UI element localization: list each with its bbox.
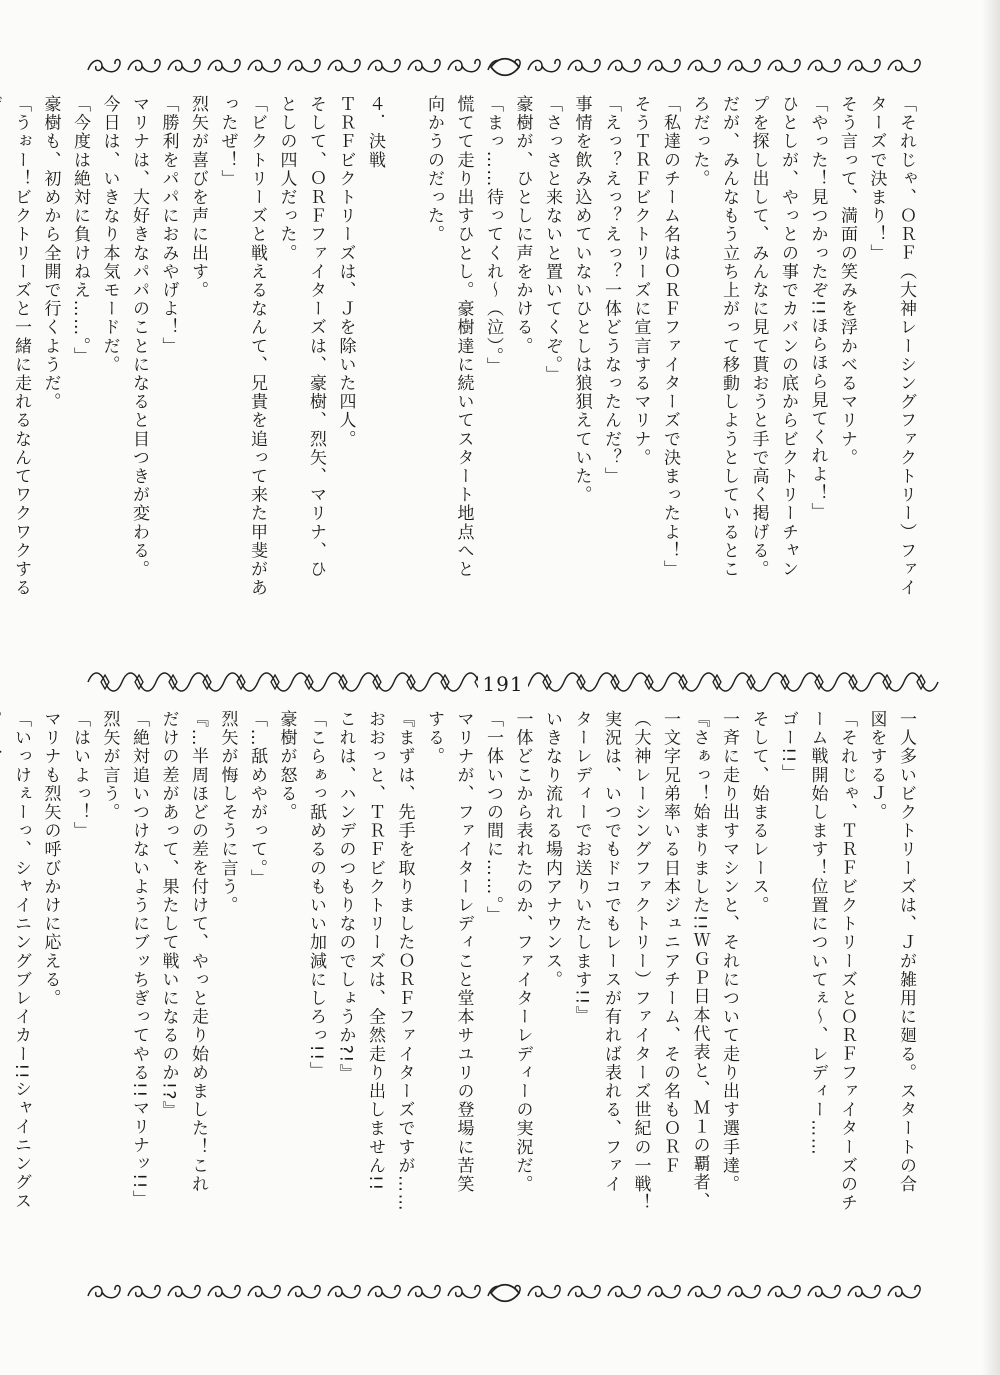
page-number: 191: [478, 671, 528, 697]
ornament-curl: [328, 60, 360, 72]
text-line: プを探し出して、みんなに見て貰おうと手で高く掲げる。: [748, 95, 769, 579]
ornament-svg: [80, 1278, 930, 1308]
text-line: マリナが、ファイターレディこと堂本サユリの登場に苦笑: [453, 710, 474, 1194]
text-line: そう言って、満面の笑みを浮かべるマリナ。: [837, 95, 857, 467]
ornament-curl: [288, 60, 320, 72]
ornament-curl: [288, 1286, 320, 1298]
ornament-curl: [728, 60, 760, 72]
text-line: 「まっ……待ってくれ～（泣）。」: [483, 95, 503, 376]
text-line: 「絶対追いつけないようにブッちぎってやる!!マリナッ!!」: [129, 710, 149, 1209]
ornament-curl: [408, 1286, 440, 1298]
text-line: 一人多いビクトリーズは、Ｊが雑用に廻る。スタートの合: [896, 710, 916, 1194]
ornament-curl: [888, 1286, 920, 1298]
text-line: 「はいよっ！」: [70, 710, 90, 841]
ornament-curl: [88, 60, 120, 72]
top-ornamental-border: [80, 52, 930, 82]
text-line: ターレディーでお送りいたします!!』: [571, 710, 592, 1025]
text-line: する。: [424, 710, 444, 766]
text-line: 一体どこから表れたのか、ファイターレディーの実況だ。: [512, 710, 533, 1194]
ornament-curl: [88, 1286, 120, 1298]
text-line: 「一体いつの間に……。」: [483, 710, 503, 925]
text-line: 「勝利をパパにおみやげよ！」: [158, 95, 179, 356]
text-line: ターズで決まり！」: [866, 95, 887, 263]
text-line: ろだった。: [689, 95, 710, 188]
text-line: 慌てて走り出すひとし。豪樹達に続いてスタート地点へと: [453, 95, 474, 579]
text-line: 「うぉー！ビクトリーズと一緒に走れるなんてワクワクする: [11, 95, 31, 598]
text-line: ーム戦開始します！位置についてぇ～、レディー……: [807, 710, 828, 1157]
ornament-curl: [848, 1286, 880, 1298]
text-line: 向かうのだった。: [424, 95, 444, 244]
text-line: いきなり流れる場内アナウンス。: [542, 710, 562, 989]
text-line: 「えっ？えっ？えっ？一体どうなったんだ？」: [601, 95, 621, 486]
text-line: だけの差があって、果たして戦いになるのか!?』: [158, 710, 179, 1120]
text-line: 『まずは、先手を取りましたＯＲＦファイターズですが……: [394, 710, 415, 1213]
page-edge-shadow: [982, 0, 1000, 1375]
ornament-curl: [208, 60, 240, 72]
ornament-curl: [368, 1286, 400, 1298]
ornament-curl: [448, 1286, 480, 1298]
ornament-curl: [768, 1286, 800, 1298]
text-line: （大神レーシングファクトリー）ファイターズ世紀の一戦！: [630, 710, 651, 1213]
text-line: 豪樹も、初めから全開で行くようだ。: [40, 95, 61, 412]
ornament-curl: [688, 1286, 720, 1298]
ornament-curl: [808, 60, 840, 72]
text-line: 図をするＪ。: [866, 710, 887, 822]
ornament-curl: [248, 1286, 280, 1298]
text-line: そして、始まるレース。: [748, 710, 769, 915]
text-line: 一斉に走り出すマシンと、それについて走り出す選手達。: [719, 710, 739, 1194]
text-line: おおっと、ＴＲＦビクトリーズは、全然走り出しません!!: [365, 710, 385, 1192]
ornament-curl: [688, 60, 720, 72]
text-line: ゴー!!」: [778, 710, 798, 783]
text-line: 「今度は絶対に負けねえ……。」: [70, 95, 90, 366]
text-line: そして、ＯＲＦファイターズは、豪樹、烈矢、マリナ、ひ: [306, 95, 326, 579]
text-line: 「やった！見つかったぞ!!ほらほら見てくれよ！」: [807, 95, 828, 522]
text-line: ＴＲＦビクトリーズは、Ｊを除いた四人。: [335, 95, 356, 449]
text-line: 「さっさと来ないと置いてくぞ。」: [542, 95, 562, 385]
ornament-curl: [808, 1286, 840, 1298]
text-line: 烈矢が喜びを声に出す。: [188, 95, 208, 300]
text-line: 「それじゃ、ＴＲＦビクトリーズとＯＲＦファイターズのチ: [837, 710, 857, 1213]
text-line: としの四人だった。: [276, 95, 297, 263]
text-line: だが、みんなもう立ち上がって移動しようとしているとこ: [719, 95, 739, 579]
text-line: 「いっけぇーっ、シャイニングブレイカー!!シャイニングス: [11, 710, 31, 1211]
ornament-curl: [528, 1286, 560, 1298]
ornament-curl: [608, 60, 640, 72]
text-line: 「こらぁっ舐めるのもいい加減にしろっ!!」: [306, 710, 326, 1081]
ornament-curl: [208, 1286, 240, 1298]
text-line: 「私達のチーム名はＯＲＦファイターズで決まったよ！」: [660, 95, 680, 579]
lower-text-column-block: [11, 710, 920, 1272]
ornament-curl: [168, 1286, 200, 1298]
text-line: これは、ハンデのつもりなのでしょうか?!』: [335, 710, 356, 1083]
text-line: 事情を飲み込めていないひとしは狼狽えていた。: [571, 95, 592, 505]
text-line: 今日は、いきなり本気モードだ。: [99, 95, 120, 374]
text-line: 一文字兄弟率いる日本ジュニアチーム、その名もＯＲＦ: [660, 710, 680, 1175]
text-line: 実況は、いつでもドコでもレースが有れば表れる、ファイ: [601, 710, 621, 1194]
ornament-curl: [128, 1286, 160, 1298]
ornament-curl: [648, 1286, 680, 1298]
ornament-curl: [528, 60, 560, 72]
ornament-curl: [768, 60, 800, 72]
text-line: 「…舐めやがって。」: [247, 710, 267, 888]
ornament-curl: [128, 60, 160, 72]
text-line: ったぜ！」: [217, 95, 238, 188]
upper-text-column-block: [11, 95, 920, 663]
text-line: 『さぁっ！始まりました!!ＷＧＰ日本代表と、Ｍ１の覇者、: [689, 710, 710, 1211]
ornament-curl: [168, 60, 200, 72]
ornament-curl: [408, 60, 440, 72]
text-line: 「それじゃ、ＯＲＦ（大神レーシングファクトリー）ファイ: [896, 95, 916, 598]
text-line: マリナも烈矢の呼びかけに応える。: [40, 710, 61, 1008]
text-line: 豪樹が、ひとしに声をかける。: [512, 95, 533, 356]
text-line: 「ビクトリーズと戦えるなんて、兄貴を追って来た甲斐があ: [247, 95, 267, 598]
bottom-ornamental-border: [80, 1278, 930, 1308]
ornament-curl: [248, 60, 280, 72]
text-line: マリナは、大好きなパパのことになると目つきが変わる。: [129, 95, 149, 579]
text-line: 烈矢が悔しそうに言う。: [217, 710, 238, 915]
ornament-curl: [328, 1286, 360, 1298]
ornament-curl: [888, 60, 920, 72]
ornament-curl: [448, 60, 480, 72]
text-line: 豪樹が怒る。: [276, 710, 297, 822]
text-line: ひとしが、やっとの事でカバンの底からビクトリーチャン: [778, 95, 798, 579]
text-line: [0, 710, 2, 820]
ornament-curl: [568, 1286, 600, 1298]
text-line: 『…半周ほどの差を付けて、やっと走り始めました！これ: [188, 710, 208, 1194]
ornament-svg: [80, 52, 930, 82]
text-line: そうＴＲＦビクトリーズに宣言するマリナ。: [630, 95, 651, 467]
ornament-curl: [568, 60, 600, 72]
ornament-curl: [368, 60, 400, 72]
ornament-curl: [728, 1286, 760, 1298]
text-line: ４．決戦: [365, 95, 385, 170]
text-line: [395, 95, 415, 114]
ornament-curl: [648, 60, 680, 72]
ornament-curl: [848, 60, 880, 72]
text-line: 烈矢が言う。: [99, 710, 120, 822]
text-line: [0, 95, 2, 149]
ornament-curl: [608, 1286, 640, 1298]
